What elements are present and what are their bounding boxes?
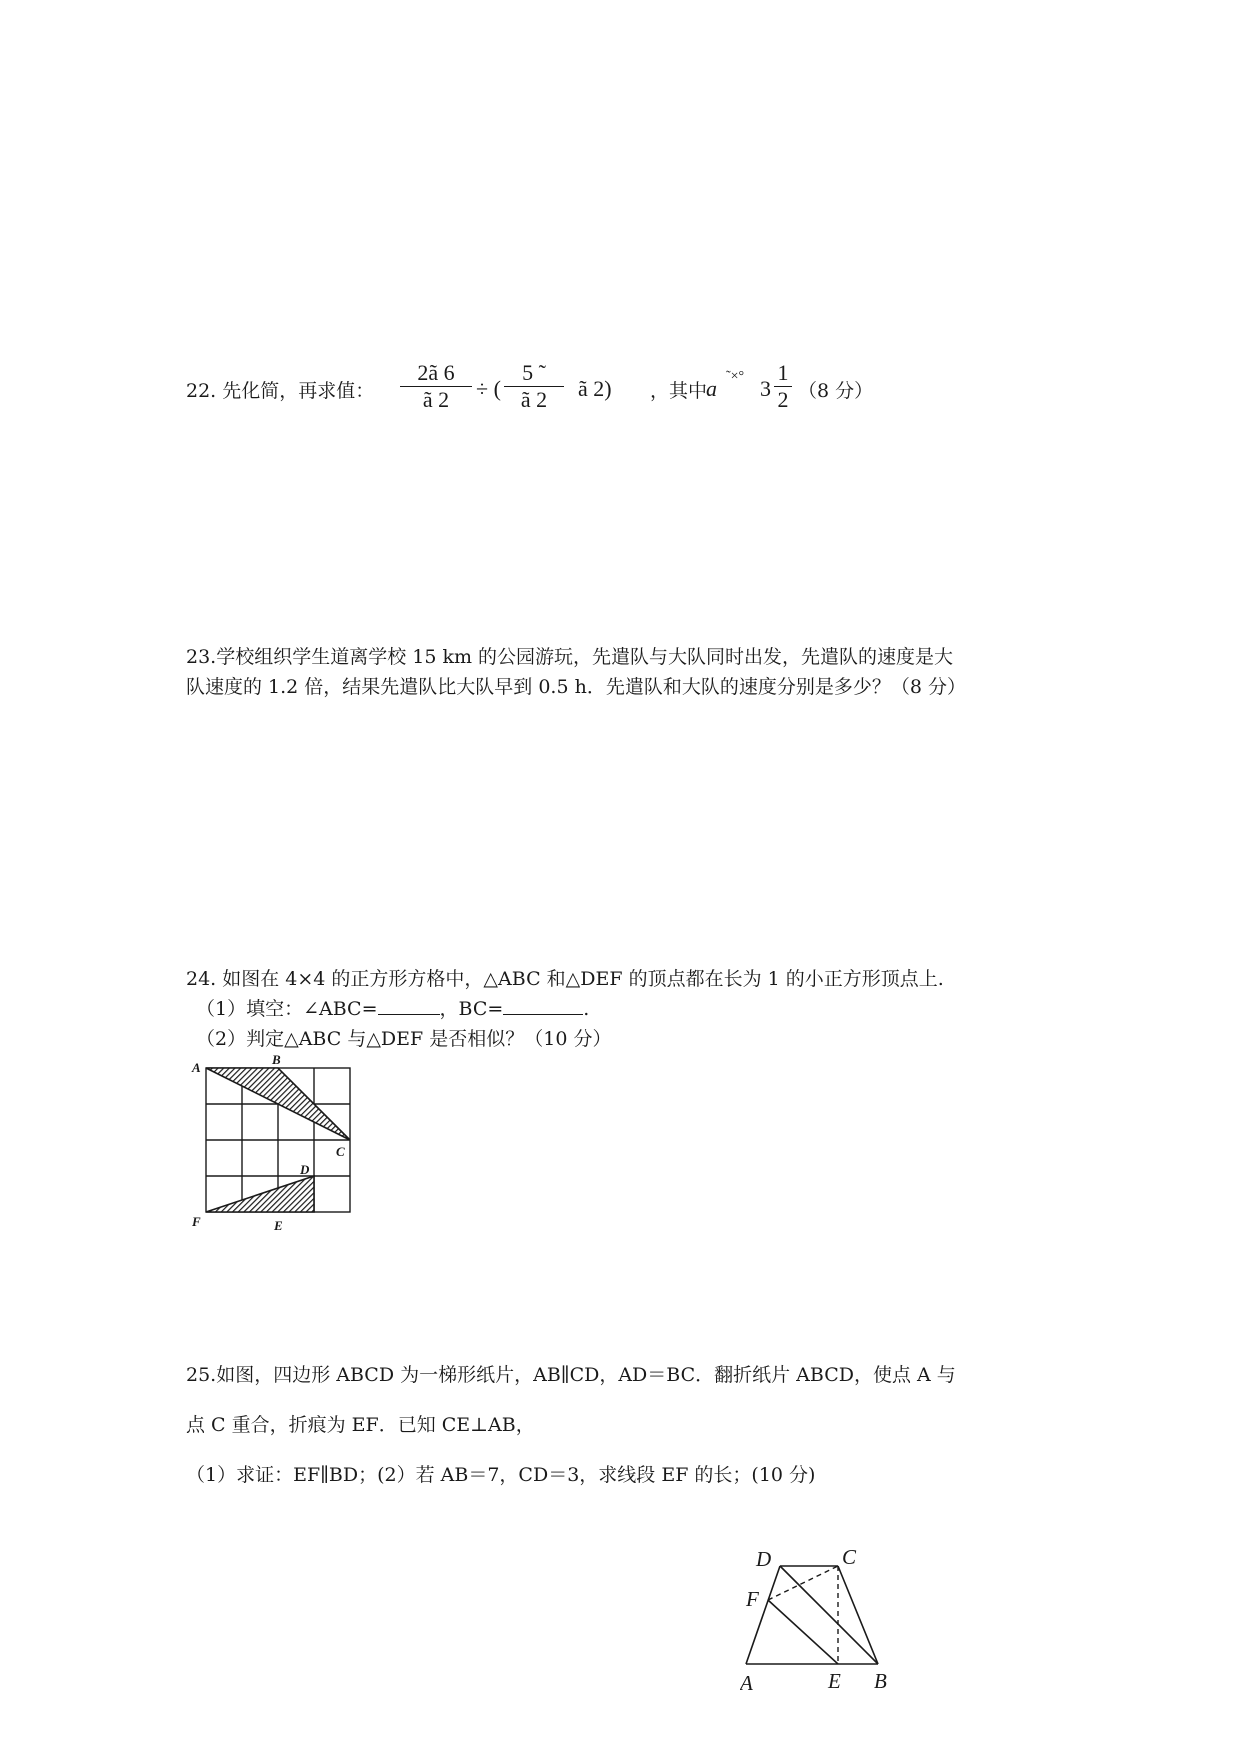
q24-grid-figure (186, 1054, 366, 1234)
q22 (186, 360, 1086, 420)
q25-line-1: 25.如图，四边形 ABCD 为一梯形纸片，AB∥CD，AD＝BC．翻折纸片 ABCD，使点 A 与 (186, 1364, 956, 1386)
q22-suffix: ，其中 (650, 380, 708, 402)
q22-value-whole: 3 (760, 376, 771, 401)
q22-value-denominator: 2 (774, 386, 792, 413)
q24-part-2: （2）判定△ABC 与△DEF 是否相似？（10 分） (196, 1028, 612, 1050)
q22-fraction-2 (504, 360, 564, 413)
label-b: B (874, 1669, 887, 1693)
q24-answer-blank-bc[interactable] (503, 1014, 583, 1015)
label-e: E (274, 1218, 283, 1233)
q22-points: （8 分） (798, 380, 874, 402)
label-d: D (300, 1162, 310, 1177)
q22-fraction-1 (400, 360, 472, 413)
triangle-def (206, 1176, 314, 1212)
q24-part-1-a: （1）填空：∠ABC= (196, 998, 378, 1020)
q22-prefix: 22. 先化简，再求值： (186, 380, 375, 402)
q24-part-1 (196, 996, 589, 1022)
q25-line-2: 点 C 重合，折痕为 EF．已知 CE⊥AB， (186, 1414, 535, 1436)
q22-divide-open: ÷ ( (476, 376, 501, 401)
label-e: E (828, 1669, 841, 1693)
q22-glyph: ˜×° (726, 369, 745, 384)
q22-fraction-1-numerator: 2ã 6 (417, 360, 455, 385)
q22-value-numerator: 1 (777, 360, 789, 385)
label-c: C (842, 1548, 857, 1569)
label-f: F (192, 1214, 201, 1229)
label-d: D (756, 1548, 772, 1571)
label-a: A (192, 1060, 201, 1075)
q22-fraction-2-numerator: 5 ˜ (522, 360, 546, 385)
label-b: B (272, 1054, 281, 1067)
q22-fraction-2-denominator: ã 2 (504, 386, 564, 413)
q24-line-1: 24. 如图在 4×4 的正方形方格中，△ABC 和△DEF 的顶点都在长为 1 的小正方形顶点上. (186, 968, 944, 990)
q23-line-1: 23.学校组织学生道离学校 15 km 的公园游玩，先遣队与大队同时出发，先遣队的速度是大 (186, 646, 954, 668)
diagonal-db (780, 1566, 878, 1664)
q22-value-fraction (774, 360, 792, 413)
label-a: A (740, 1671, 753, 1695)
q22-variable: a (706, 376, 717, 401)
q24-part-1-c: . (583, 998, 590, 1020)
label-c: C (336, 1144, 345, 1159)
q24-answer-blank-angle[interactable] (378, 1014, 440, 1015)
q23-line-2: 队速度的 1.2 倍，结果先遣队比大队早到 0.5 h．先遣队和大队的速度分别是多少？（8 分） (186, 676, 966, 698)
trapezoid-abcd (746, 1566, 878, 1664)
q24-part-1-b: ，BC= (439, 998, 504, 1020)
q22-tail: ã 2) (578, 376, 612, 401)
q25-trapezoid-figure (740, 1548, 910, 1698)
q25-line-3: （1）求证：EF∥BD；(2）若 AB＝7，CD＝3，求线段 EF 的长；(10 分) (186, 1464, 816, 1486)
fold-ef (768, 1600, 838, 1664)
q22-fraction-1-denominator: ã 2 (400, 386, 472, 413)
label-f: F (746, 1587, 759, 1611)
